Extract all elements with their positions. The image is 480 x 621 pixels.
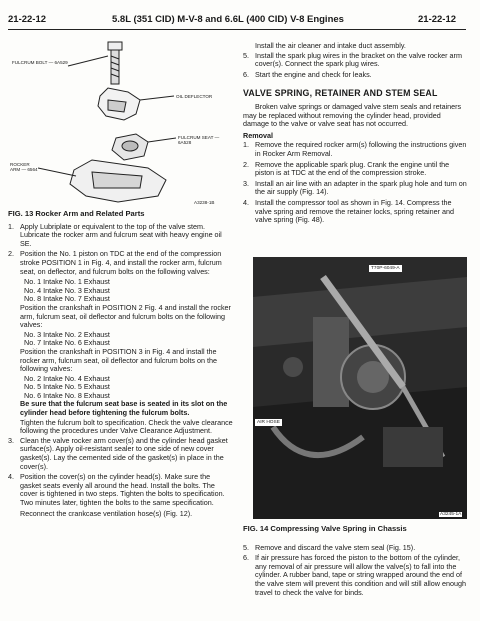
- position-2-text: Position the crankshaft in POSITION 2 Fig. 4 and install the rocker arm, fulcrum seat, oil deflector and fulcrum bolts on the following valves:: [20, 302, 231, 330]
- section-title: VALVE SPRING, RETAINER AND STEM SEAL: [243, 88, 438, 99]
- step-3-number: 3.: [8, 435, 14, 445]
- air-hose-label: AIR HOSE: [257, 420, 280, 425]
- step-3-text: Clean the valve rocker arm cover(s) and the cylinder head gasket surface(s). Apply oil-resistant sealer to one side of new cover gasket(s). Lay the cemented side of the gasket(s) in place in the cover(s).: [20, 435, 228, 471]
- step-6-number: 6.: [243, 69, 249, 79]
- section-intro: Broken valve springs or damaged valve stem seals and retainers may be replaced without removing the cylinder head, provided damage to the valve or valve seat has not occurred.: [243, 101, 462, 129]
- engine-photo-illustration: [253, 257, 467, 519]
- right-column: [243, 42, 467, 227]
- fig13-caption: FIG. 13 Rocker Arm and Related Parts: [8, 209, 145, 218]
- label-fig13-code: A3238-1B: [194, 200, 215, 205]
- step-5: [243, 52, 467, 69]
- step-1-number: 1.: [8, 221, 14, 231]
- label-oil-deflector: OIL DEFLECTOR: [176, 94, 213, 99]
- page-number-left: 21-22-12: [8, 14, 47, 25]
- step-6: [243, 71, 467, 80]
- fig14-code: A3245-1A: [440, 512, 462, 517]
- fig14-caption: FIG. 14 Compressing Valve Spring in Chassis: [243, 524, 407, 533]
- step-2-number: 2.: [8, 249, 14, 259]
- step-5-number: 5.: [243, 50, 249, 60]
- page-number-right: 21-22-12: [418, 14, 457, 25]
- removal-step-6-number: 6.: [243, 553, 249, 563]
- step-5-text: Install the spark plug wires in the bracket on the valve rocker arm cover(s). Connect the spark plug wires.: [255, 50, 462, 69]
- figure-13: [8, 38, 233, 208]
- removal-step-6-text: If air pressure has forced the piston to the bottom of the cylinder, any removal of air pressure will allow the valve(s) to fall into the cylinder. A rubber band, tape or string wrapped around the end of the valve stem will prevent this condition and will still allow enough travel to check the valve for binds.: [255, 553, 466, 597]
- removal-step-2-text: Remove the applicable spark plug. Crank the engine until the piston is at TDC at the end of the compression stroke.: [255, 159, 450, 178]
- valve-row: No. 8 Intake No. 7 Exhaust: [24, 294, 110, 304]
- valve-row: No. 3 Intake No. 2 Exhaust: [24, 329, 110, 339]
- position-3-text: Position the crankshaft in POSITION 3 in Fig. 4 and install the rocker arm, fulcrum seat, oil deflector and fulcrum bolts on the following valves:: [20, 346, 217, 374]
- step-6-text: Start the engine and check for leaks.: [255, 69, 372, 79]
- step-4-number: 4.: [8, 472, 14, 482]
- label-fulcrum-bolt: FULCRUM BOLT — 6A529: [12, 60, 68, 65]
- label-rocker-arm: ROCKER ARM — 6564: [10, 162, 38, 172]
- label-fulcrum-seat: FULCRUM SEAT — 6A528: [178, 135, 220, 145]
- removal-step-1-text: Remove the required rocker arm(s) following the instructions given in Rocker Arm Removal.: [255, 140, 467, 158]
- right-column-lower: [243, 525, 467, 599]
- removal-heading: Removal: [243, 130, 273, 140]
- intro-text: Install the air cleaner and intake duct assembly.: [255, 41, 406, 50]
- removal-step-4: [243, 199, 467, 225]
- step-2-text: Position the No. 1 piston on TDC at the end of the compression stroke POSITION 1 in Fig. 4, and install the rocker arm, fulcrum seat, on deflector, and fulcrum bolts on the following valves:: [20, 249, 222, 276]
- bold-note: Be sure that the fulcrum seat base is seated in its slot on the cylinder head before tightening the fulcrum bolts.: [20, 399, 228, 418]
- page-header: [0, 14, 480, 28]
- valve-row: No. 6 Intake No. 8 Exhaust: [24, 390, 110, 400]
- step-4-text: Position the cover(s) on the cylinder head(s). Make sure the gasket seats evenly all around the head. Install the bolts. The cover is tightened in two steps. Tighten the bolts to specification. Two minutes later, tighten the bolts to the same specification.: [20, 472, 225, 507]
- removal-step-5-number: 5.: [243, 542, 249, 552]
- step-2: [8, 250, 233, 276]
- step-3: [8, 437, 233, 471]
- removal-step-5: [243, 544, 467, 553]
- removal-step-4-text: Install the compressor tool as shown in Fig. 14. Compress the valve spring and remove the retainer locks, spring retainer and valve spring (Fig. 48).: [255, 197, 454, 225]
- header-rule: [8, 29, 466, 30]
- step-1-text: Apply Lubriplate or equivalent to the top of the valve stem. Lubricate the rocker arm and fulcrum seat with heavy engine oil SE.: [20, 221, 222, 248]
- valve-row: No. 5 Intake No. 5 Exhaust: [24, 382, 110, 392]
- removal-step-4-number: 4.: [243, 197, 249, 207]
- step-4: [8, 473, 233, 507]
- valve-row: No. 7 Intake No. 6 Exhaust: [24, 338, 110, 348]
- valve-row: No. 2 Intake No. 4 Exhaust: [24, 373, 110, 383]
- removal-step-3-number: 3.: [243, 178, 249, 188]
- removal-step-1-number: 1.: [243, 140, 249, 150]
- removal-step-2: [243, 161, 467, 178]
- valve-row: No. 1 Intake No. 1 Exhaust: [24, 277, 110, 287]
- tool-label: T70P-6049-A: [371, 266, 400, 271]
- running-title: 5.8L (351 CID) M-V-8 and 6.6L (400 CID) V-8 Engines: [112, 14, 344, 25]
- torque-note: Tighten the fulcrum bolt to specification. Check the valve clearance following the procedures under Valve Clearance Adjustment.: [20, 417, 233, 436]
- removal-step-1: [243, 141, 467, 158]
- left-column: [8, 210, 233, 519]
- removal-step-2-number: 2.: [243, 159, 249, 169]
- figure-14: [243, 257, 467, 519]
- step-1: [8, 223, 233, 249]
- valve-row: No. 4 Intake No. 3 Exhaust: [24, 285, 110, 295]
- removal-step-3: [243, 180, 467, 197]
- removal-step-5-text: Remove and discard the valve stem seal (Fig. 15).: [255, 542, 416, 552]
- removal-step-6: [243, 554, 467, 597]
- removal-step-3-text: Install an air line with an adapter in the spark plug hole and turn on the air supply (Fig. 14).: [255, 178, 467, 197]
- valve-spring-photo: [253, 257, 467, 519]
- reconnect-text: Reconnect the crankcase ventilation hose(s) (Fig. 12).: [20, 508, 193, 518]
